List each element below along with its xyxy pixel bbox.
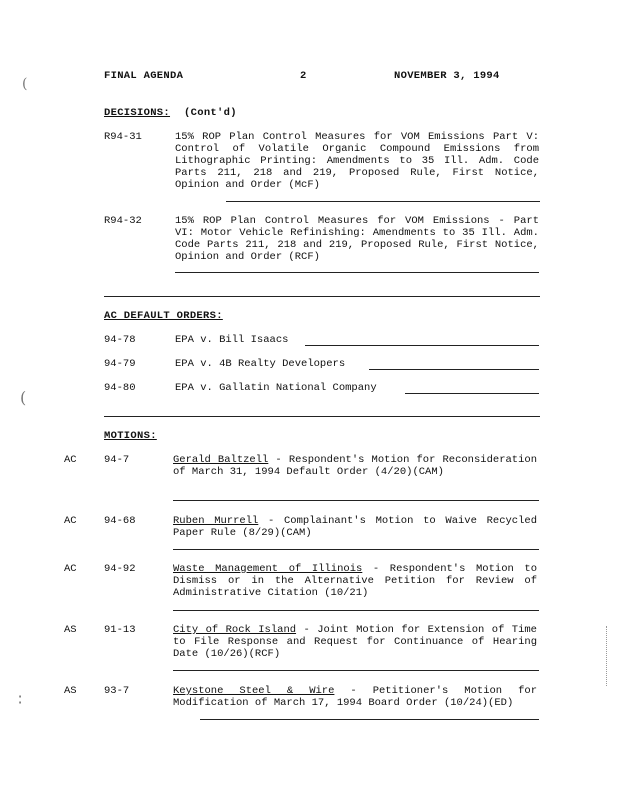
signature-line — [305, 345, 539, 346]
decisions-cont: (Cont'd) — [184, 107, 237, 119]
decision-description: 15% ROP Plan Control Measures for VOM Emissions - Part VI: Motor Vehicle Refinishing: Amendments to 35 Ill. Adm. Code Parts 211, 218 and 219, Proposed Rule, First Notice, Opinion and Order (RCF) — [175, 215, 539, 263]
motion-type: AC — [64, 563, 77, 575]
signature-line — [200, 719, 539, 720]
signature-line — [173, 670, 539, 671]
signature-line — [173, 500, 539, 501]
motion-description — [173, 685, 537, 709]
motion-code: 94-68 — [104, 515, 136, 527]
motion-item — [64, 454, 540, 494]
motion-party: Waste Management of Illinois — [173, 563, 363, 575]
signature-line — [369, 369, 539, 370]
decision-item — [104, 215, 540, 263]
motions-heading — [104, 430, 157, 442]
motion-description — [173, 515, 537, 539]
default-order-description: EPA v. Bill Isaacs — [175, 334, 289, 346]
motion-text: - Respondent's Motion to Dismiss or in the Alternative Petition for Review of Administrative Citation (10/21) — [173, 563, 537, 599]
motion-type: AS — [64, 624, 77, 636]
decision-description: 15% ROP Plan Control Measures for VOM Emissions Part V: Control of Volatile Organic Compound Emissions from Lithographic Printing: Amendments to 35 Ill. Adm. Code Parts 211, 218 and 219, Proposed Rule, First Notice, Opinion and Order (McF) — [175, 131, 539, 191]
default-order-description: EPA v. 4B Realty Developers — [175, 358, 346, 370]
signature-line — [173, 610, 539, 611]
motion-text: - Complainant's Motion to Waive Recycled Paper Rule (8/29)(CAM) — [173, 515, 537, 539]
decision-code: R94-31 — [104, 131, 142, 143]
motion-code: 94-92 — [104, 563, 136, 575]
motions-title: MOTIONS: — [104, 430, 157, 442]
decisions-heading — [104, 107, 237, 119]
motion-item — [64, 515, 540, 543]
motion-type: AS — [64, 685, 77, 697]
scan-artifact-mark: ( — [20, 388, 27, 407]
motion-code: 94-7 — [104, 454, 130, 466]
signature-line — [173, 549, 539, 550]
motion-code: 93-7 — [104, 685, 130, 697]
motion-item — [64, 624, 540, 664]
default-order-code: 94-80 — [104, 382, 136, 394]
motion-description — [173, 454, 537, 478]
motion-type: AC — [64, 454, 77, 466]
scan-artifact-dots — [606, 626, 607, 686]
scan-artifact-mark: ( — [22, 76, 28, 92]
default-order-code: 94-79 — [104, 358, 136, 370]
signature-line — [226, 201, 540, 202]
motion-code: 91-13 — [104, 624, 136, 636]
header-date: NOVEMBER 3, 1994 — [394, 70, 500, 82]
section-divider — [104, 416, 540, 417]
motion-text: - Respondent's Motion for Reconsideration of March 31, 1994 Default Order (4/20)(CAM) — [173, 454, 537, 478]
default-order-description: EPA v. Gallatin National Company — [175, 382, 377, 394]
motion-party: Ruben Murrell — [173, 515, 259, 527]
default-order-code: 94-78 — [104, 334, 136, 346]
decision-code: R94-32 — [104, 215, 142, 227]
motion-description — [173, 563, 537, 599]
motion-party: Gerald Baltzell — [173, 454, 269, 466]
decision-item — [104, 131, 540, 203]
header-title: FINAL AGENDA — [104, 70, 184, 82]
motion-description — [173, 624, 537, 660]
ac-default-orders-heading — [104, 310, 223, 322]
motion-text: - Petitioner's Motion for Modification of March 17, 1994 Board Order (10/24)(ED) — [173, 685, 538, 709]
ac-default-orders-title: AC DEFAULT ORDERS: — [104, 310, 223, 322]
motion-type: AC — [64, 515, 77, 527]
motion-text: - Joint Motion for Extension of Time to File Response and Request for Continuance of Hearing Date (10/26)(RCF) — [173, 624, 537, 660]
scan-artifact-mark: ∶ — [18, 690, 23, 709]
header-page-number: 2 — [300, 70, 307, 82]
decisions-title: DECISIONS: — [104, 107, 171, 119]
signature-line — [405, 393, 539, 394]
motion-item — [64, 563, 540, 603]
motion-party: City of Rock Island — [173, 624, 297, 636]
section-divider — [104, 296, 540, 297]
motion-party: Keystone Steel & Wire — [173, 685, 335, 697]
signature-line — [175, 272, 539, 273]
